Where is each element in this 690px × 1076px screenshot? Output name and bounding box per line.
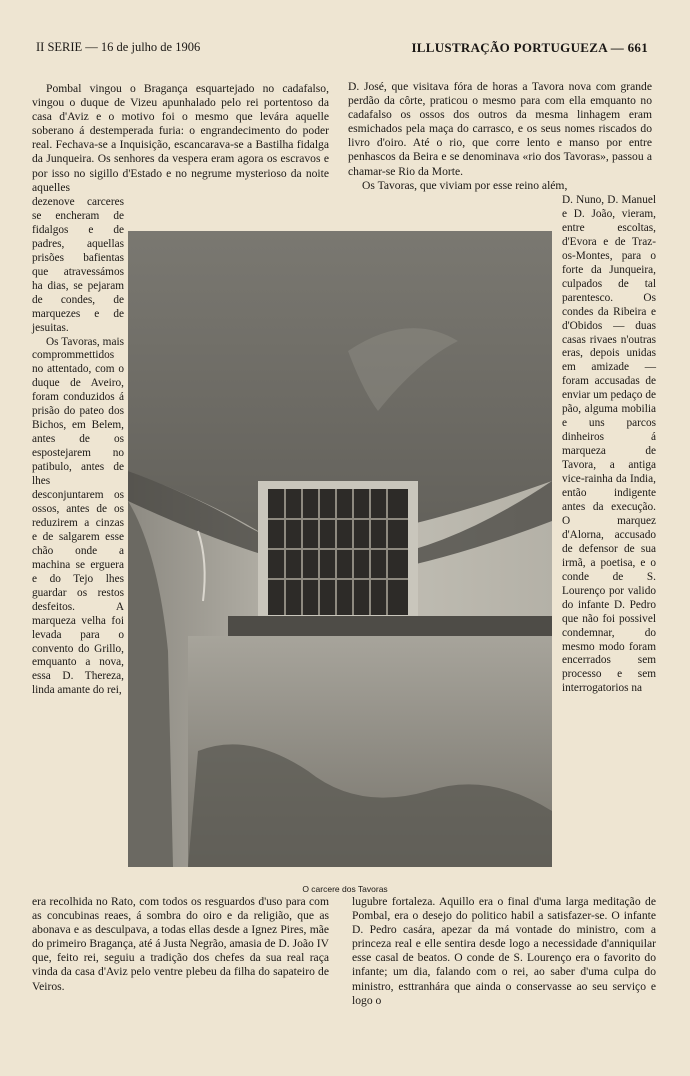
publication-title-page-number: ILLUSTRAÇÃO PORTUGUEZA — 661 [411, 40, 648, 55]
article-column-left-top [32, 82, 329, 195]
paragraph: Pombal vingou o Bragança esquartejado no cadafalso, vingou o duque de Vizeu apunhalado pelo rei portentoso da casa d'Aviz e o motivo foi o mesmo que levára aquelle soberano á destemperada furia: o engrandecimento do poder real. Fechava-se a Inquisição, escancarava-se a Bastilha fidalga da Junqueira. Os senhores da vespera eram agora os escravos e por isso no sigillo d'Estado e no negrume mysterioso da noite aquelles [32, 82, 329, 194]
issue-date: II SERIE — 16 de julho de 1906 [36, 40, 201, 54]
paragraph: era recolhida no Rato, com todos os resguardos d'uso para com as concubinas reaes, á sombra do oiro e da religião, que as abonava e as desculpava, a todas ellas desde a Ignez Pires, mãe do primeiro Bragança, até á Justa Negrão, amasia de D. João IV que, feito rei, seguiu a tradição dos chefes da sua real raça vinda da casa d'Aviz pelo ventre plebeu da filha do sapateiro de Veiros. [32, 895, 329, 993]
article-column-left-bottom [32, 895, 329, 994]
paragraph: Os Tavoras, mais comprommettidos no attentado, com o duque de Aveiro, foram conduzidos á prisão do pateo dos Bichos, em Belem, antes de os espostejarem no patibulo, antes de lhes desconjuntarem os ossos, antes de os reduzirem a cinzas e de salgarem esse chão onde a machina se erguera e do Tejo lhes guardar os restos desfeitos. A marqueza velha foi levada para o convento do Grillo, emquanto a nova, essa D. Thereza, linda amante do rei, [32, 335, 124, 697]
paragraph: D. José, que visitava fóra de horas a Tavora nova com grande perdão da côrte, praticou o mesmo para com ella emquanto no cadafalso os ossos dos outros da mesma linhagem eram esmichados pela maça do carrasco, e os seus nomes riscados do livro d'oiro. Até o rio, que corre lento e manso por entre penhascos da Beira e se denominava «rio dos Tavoras», passou a chamar-se Rio da Morte. [348, 80, 652, 178]
paragraph: Os Tavoras, que viviam por esse reino além, [362, 178, 568, 192]
paragraph: dezenove carceres se encheram de fidalgos e de padres, aquellas prisões bafientas que atravessámos ha dias, se pejaram de condes, de marquezes e de jesuitas. [32, 196, 124, 334]
paragraph: lugubre fortaleza. Aquillo era o final d'uma larga meditação de Pombal, era o desejo do politico habil a satisfazer-se. O infante D. Pedro casára, apezar da má vontade do ministro, com a princeza real e elle sentira desde logo a necessidade d'anniquilar esse casal de beatos. O conde de S. Lourenço era o favorito do infante; um dia, falando com o rei, ao saber d'uma culpa do ministro, esttranhára que ainda o conservasse ao seu serviço e logo o [352, 895, 656, 1007]
paragraph: D. Nuno, D. Manuel e D. João, vieram, entre escoltas, d'Evora e de Traz-os-Montes, para o forte da Junqueira, culpados de tal parentesco. Os condes da Ribeira e d'Obidos — duas casas rivaes n'outras eras, depois unidas em amizade — foram accusadas de enviar um pedaço de pão, alguma mobilia e uns parcos dinheiros á marqueza de Tavora, a antiga vice-rainha da India, então indigente antes da execução. O marquez d'Alorna, accusado de defensor de sua irmã, a poetisa, e o conde de S. Lourenço por valido do infante D. Pedro que não foi possivel condemnar, do mesmo modo foram encerrados sem processo e sem interrogatorios na [562, 194, 656, 695]
article-column-left-narrow [32, 196, 124, 698]
article-column-right-top [348, 80, 652, 193]
article-column-right-narrow [562, 194, 656, 696]
article-column-right-bottom [352, 895, 656, 1008]
page-header [36, 40, 648, 58]
photo-caption: O carcere dos Tavoras [302, 884, 388, 894]
prison-cell-photograph [128, 231, 552, 867]
